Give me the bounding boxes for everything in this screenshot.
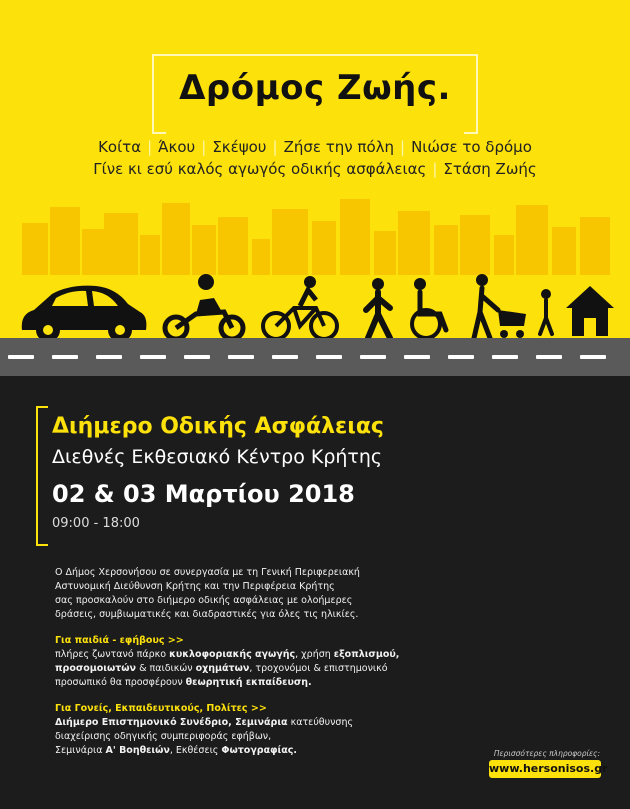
kids-heading: Για παιδιά - εφήβους >> [55, 635, 184, 646]
event-section [0, 376, 630, 809]
adults-line-3: Σεμινάρια Α' Βοηθειών, Εκθέσεις Φωτογραφίας. [55, 745, 298, 756]
tagline-item: Νιώσε το δρόμο [411, 138, 532, 156]
separator: | [432, 160, 438, 178]
house-icon [566, 286, 614, 336]
separator: | [400, 138, 406, 156]
bicycle-icon [263, 276, 337, 339]
road-users-illustration [0, 270, 630, 340]
road-lane-markings [0, 355, 630, 359]
tagline-item: Κοίτα [98, 138, 142, 156]
tagline-item: Άκου [158, 138, 196, 156]
website-link[interactable]: www.hersonisos.gr [489, 760, 601, 778]
wheelchair-icon [412, 278, 446, 338]
separator: | [147, 138, 153, 156]
kids-line-3: προσωπικό θα προσφέρουν θεωρητική εκπαίδευση. [55, 677, 312, 688]
adults-line-1: Διήμερο Επιστημονικό Συνέδριο, Σεμινάρια κατεύθυνσης [55, 717, 354, 728]
parent-with-stroller-icon [474, 274, 552, 338]
more-info-label: Περισσότερες πληροφορίες: [493, 749, 600, 758]
tagline-line-1 [0, 138, 630, 156]
tagline-item: Ζήσε την πόλη [283, 138, 395, 156]
event-title: Διήμερο Οδικής Ασφάλειας [52, 414, 384, 439]
campaign-title: Δρόμος Ζωής. [179, 68, 451, 108]
adults-heading: Για Γονείς, Εκπαιδευτικούς, Πολίτες >> [55, 703, 267, 714]
tagline-item: Σκέψου [212, 138, 267, 156]
pedestrian-icon [366, 278, 390, 338]
separator: | [201, 138, 207, 156]
tagline-line-2 [0, 160, 630, 178]
kids-line-2: προσομοιωτών & παιδικών οχημάτων, τροχονόμοι & επιστημονικό [55, 663, 388, 674]
header-section [0, 0, 630, 340]
intro-paragraph [55, 566, 485, 622]
event-date: 02 & 03 Μαρτίου 2018 [52, 480, 355, 508]
intro-line: Αστυνομική Διεύθυνση Κρήτης και την Περιφέρεια Κρήτης [55, 581, 335, 592]
city-skyline-illustration [0, 195, 630, 275]
tagline-item: Γίνε κι εσύ καλός αγωγός οδικής ασφάλειας [93, 160, 427, 178]
event-venue: Διεθνές Εκθεσιακό Κέντρο Κρήτης [52, 446, 383, 468]
adults-section [55, 702, 485, 758]
tagline-item: Στάση Ζωής [443, 160, 537, 178]
motorcycle-icon [165, 274, 243, 339]
kids-section [55, 634, 485, 690]
intro-line: Ο Δήμος Χερσονήσου σε συνεργασία με τη Γενική Περιφερειακή [55, 567, 360, 578]
separator: | [272, 138, 278, 156]
event-bracket [36, 406, 48, 546]
adults-line-2: διαχείρισης οδηγικής συμπεριφοράς εφήβων, [55, 731, 272, 742]
car-icon [22, 286, 147, 340]
kids-line-1: πλήρες ζωντανό πάρκο κυκλοφοριακής αγωγής, χρήση εξοπλισμού, [55, 649, 400, 660]
intro-line: δράσεις, συμβιωματικές και διαδραστικές για όλες τις ηλικίες. [55, 609, 359, 620]
road [0, 338, 630, 376]
intro-line: σας προσκαλούν στο διήμερο οδικής ασφάλειας με ολοήμερες [55, 595, 353, 606]
event-time: 09:00 - 18:00 [52, 516, 140, 531]
